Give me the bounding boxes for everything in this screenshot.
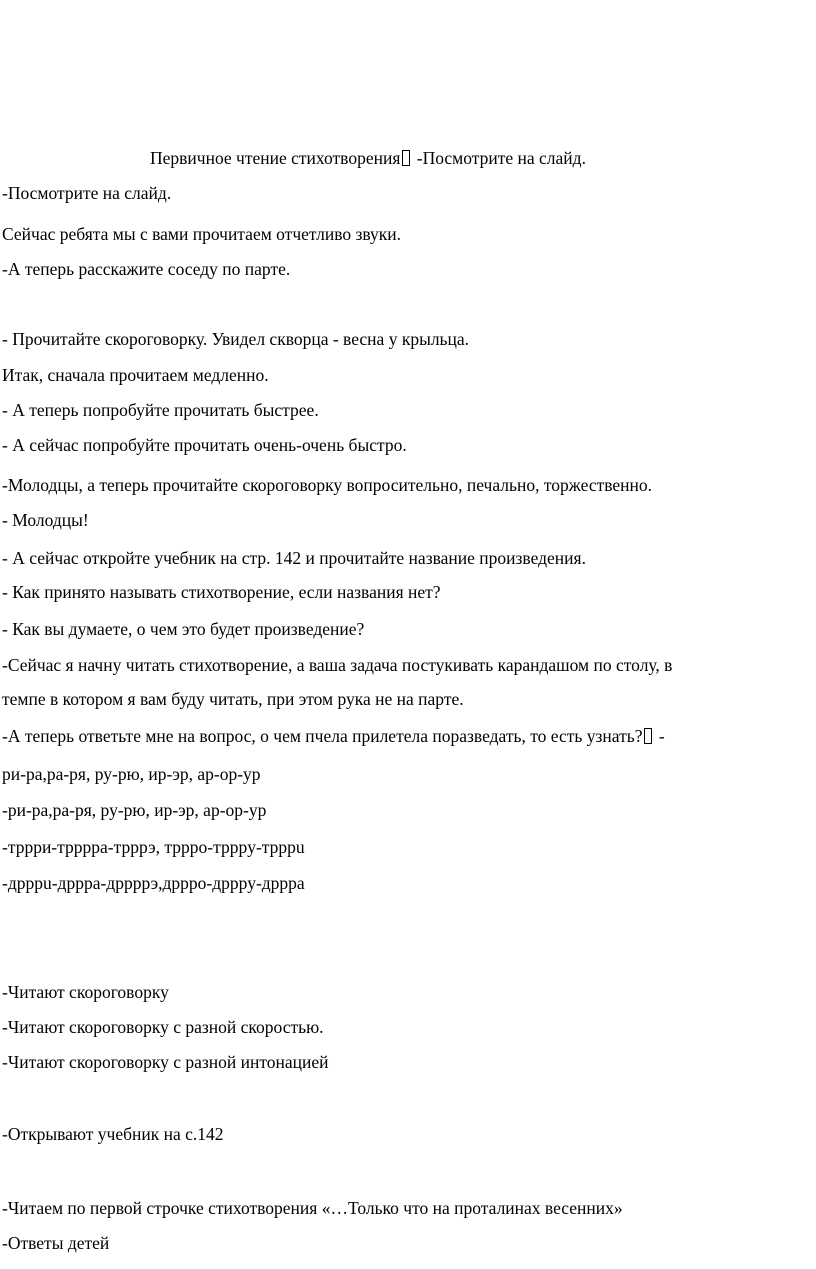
- text-line: - Прочитайте скороговорку. Увидел скворца - весна у крыльца.: [2, 329, 470, 349]
- document-title: [150, 146, 586, 170]
- text-line: -Открывают учебник на с.142: [2, 1124, 224, 1144]
- text-line: - А сейчас откройте учебник на стр. 142 и прочитайте название произведения.: [2, 548, 586, 568]
- text-line: - А сейчас попробуйте прочитать очень-очень быстро.: [2, 435, 407, 455]
- text-line: - Как принято называть стихотворение, если названия нет?: [2, 582, 441, 602]
- title-text-continued: -Посмотрите на слайд.: [412, 148, 586, 168]
- text-line: Итак, сначала прочитаем медленно.: [2, 365, 269, 385]
- text-line: -Читают скороговорку с разной интонацией: [2, 1052, 329, 1072]
- question-line: [2, 724, 665, 748]
- text-line: -Ответы детей: [2, 1233, 110, 1253]
- text-line: -Читают скороговорку: [2, 982, 169, 1002]
- question-text: -А теперь ответьте мне на вопрос, о чем пчела прилетела поразведать, то есть узнать?: [2, 726, 643, 746]
- text-line: темпе в котором я вам буду читать, при этом рука не на парте.: [2, 689, 464, 709]
- text-line: -Читаем по первой строчке стихотворения «…Только что на проталинах весенних»: [2, 1198, 623, 1218]
- text-line: - А теперь попробуйте прочитать быстрее.: [2, 400, 319, 420]
- missing-glyph-icon: [644, 728, 652, 744]
- question-text-end: -: [654, 726, 665, 746]
- text-line: Сейчас ребята мы с вами прочитаем отчетливо звуки.: [2, 224, 402, 244]
- title-text: Первичное чтение стихотворения: [150, 148, 401, 168]
- text-line: -Читают скороговорку с разной скоростью.: [2, 1017, 324, 1037]
- text-line: -А теперь расскажите соседу по парте.: [2, 259, 291, 279]
- text-line: -Сейчас я начну читать стихотворение, а ваша задача постукивать карандашом по столу, в: [2, 655, 673, 675]
- text-line: ри-ра,ра-ря, ру-рю, ир-эр, ар-ор-ур: [2, 764, 261, 784]
- text-line: - Молодцы!: [2, 510, 89, 530]
- text-line: -тррри-трррра-трррэ, трррo-трррy-трррu: [2, 837, 305, 857]
- missing-glyph-icon: [402, 150, 410, 166]
- text-line: -ри-ра,ра-ря, ру-рю, ир-эр, ар-ор-ур: [2, 800, 267, 820]
- text-line: - Как вы думаете, о чем это будет произведение?: [2, 619, 365, 639]
- text-line: -Молодцы, а теперь прочитайте скороговорку вопросительно, печально, торжественно.: [2, 475, 653, 495]
- text-line: -Посмотрите на слайд.: [2, 183, 172, 203]
- text-line: -дрррu-дррра-дррррэ,дррро-дррру-дррра: [2, 873, 305, 893]
